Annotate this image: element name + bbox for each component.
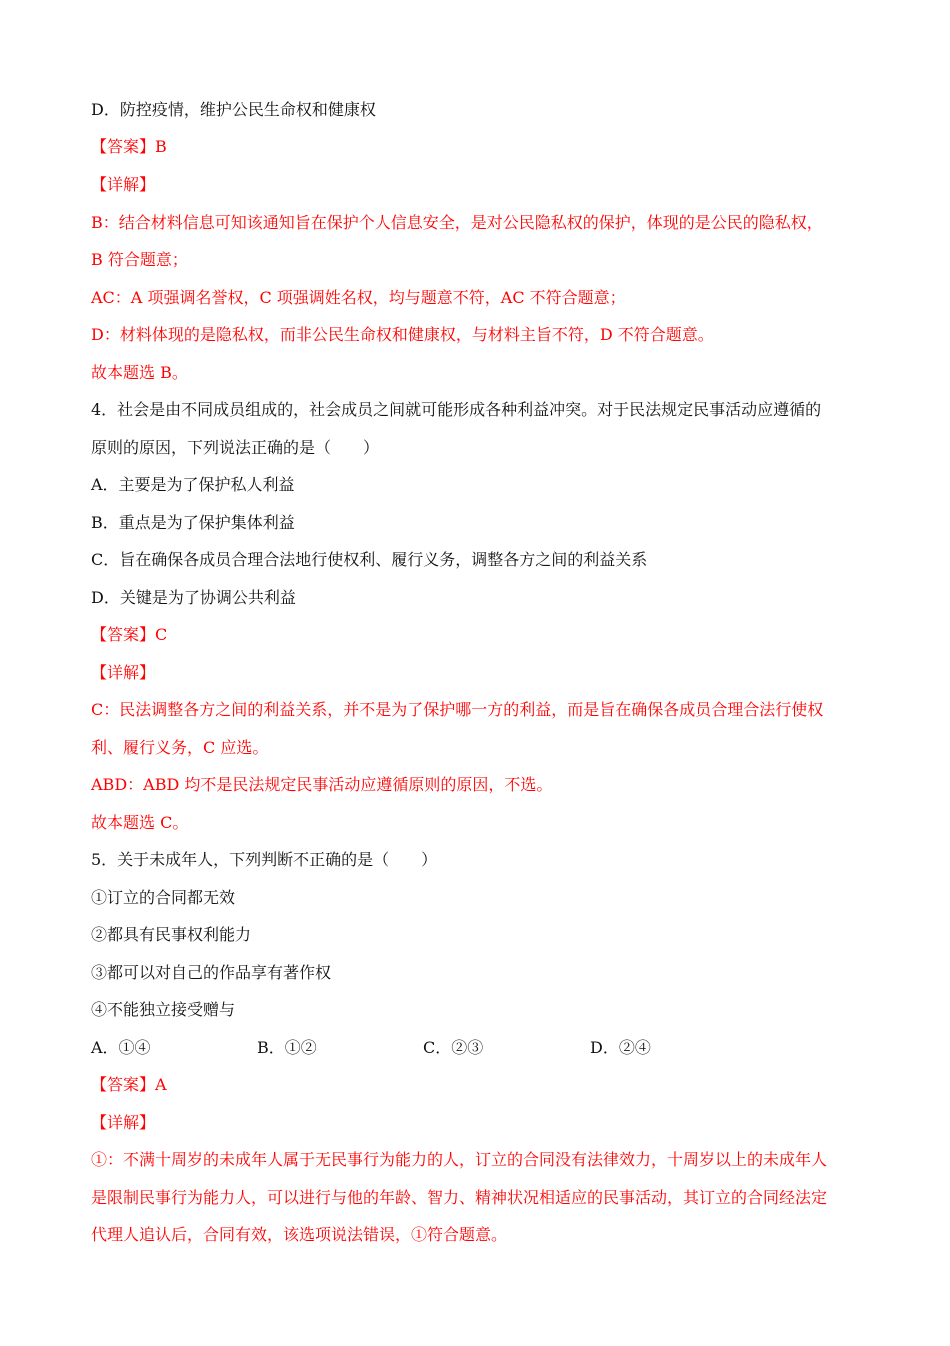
q5-statement: ①订立的合同都无效: [91, 888, 236, 907]
q5-detail-label: 【详解】: [91, 1113, 156, 1132]
q4-explanation-line: 利、履行义务，C 应选。: [91, 738, 269, 757]
q5-choices-row: [91, 1038, 871, 1058]
q5-explanation-line: 代理人追认后，合同有效，该选项说法错误，①符合题意。: [91, 1225, 508, 1244]
q4-option-d: D．关键是为了协调公共利益: [91, 588, 296, 607]
q5-explanation-line: ①：不满十周岁的未成年人属于无民事行为能力的人，订立的合同没有法律效力，十周岁以上的未成年人: [91, 1150, 828, 1169]
q3-explanation-line: D：材料体现的是隐私权，而非公民生命权和健康权，与材料主旨不符，D 不符合题意。: [91, 325, 714, 344]
q4-explanation-line: ABD：ABD 均不是民法规定民事活动应遵循原则的原因，不选。: [91, 775, 553, 794]
q4-option-a: A．主要是为了保护私人利益: [91, 475, 295, 494]
q3-explanation-line: B：结合材料信息可知该通知旨在保护个人信息安全，是对公民隐私权的保护，体现的是公民的隐私权，: [91, 213, 823, 232]
q4-detail-label: 【详解】: [91, 663, 156, 682]
q4-option-b: B．重点是为了保护集体利益: [91, 513, 295, 532]
q4-explanation-line: C：民法调整各方之间的利益关系，并不是为了保护哪一方的利益，而是旨在确保各成员合理合法行使权: [91, 700, 824, 719]
q5-choice-b: B．①②: [257, 1038, 317, 1057]
q3-answer: 【答案】B: [91, 137, 167, 156]
q4-conclusion: 故本题选 C。: [91, 813, 189, 832]
q5-statement: ②都具有民事权利能力: [91, 925, 252, 944]
q5-explanation-line: 是限制民事行为能力人，可以进行与他的年龄、智力、精神状况相适应的民事活动，其订立的合同经法定: [91, 1188, 828, 1207]
q5-choice-d: D．②④: [590, 1038, 651, 1057]
q5-choice-a: A．①④: [91, 1038, 151, 1057]
q5-statement: ④不能独立接受赠与: [91, 1000, 236, 1019]
q3-explanation-line: AC：A 项强调名誉权，C 项强调姓名权，均与题意不符，AC 不符合题意；: [91, 288, 626, 307]
q5-answer: 【答案】A: [91, 1075, 167, 1094]
q4-option-c: C．旨在确保各成员合理合法地行使权利、履行义务，调整各方之间的利益关系: [91, 550, 648, 569]
q4-stem-line: 原则的原因，下列说法正确的是（ ）: [91, 438, 380, 457]
q4-answer: 【答案】C: [91, 625, 168, 644]
q3-explanation-line: B 符合题意；: [91, 250, 188, 269]
q3-detail-label: 【详解】: [91, 175, 156, 194]
q3-conclusion: 故本题选 B。: [91, 363, 188, 382]
q5-statement: ③都可以对自己的作品享有著作权: [91, 963, 332, 982]
q4-stem-line: 4．社会是由不同成员组成的，社会成员之间就可能形成各种利益冲突。对于民法规定民事活动应遵循的: [91, 400, 822, 419]
q5-choice-c: C．②③: [423, 1038, 484, 1057]
q5-stem: 5．关于未成年人，下列判断不正确的是（ ）: [91, 850, 438, 869]
q3-option-d: D．防控疫情，维护公民生命权和健康权: [91, 100, 376, 119]
